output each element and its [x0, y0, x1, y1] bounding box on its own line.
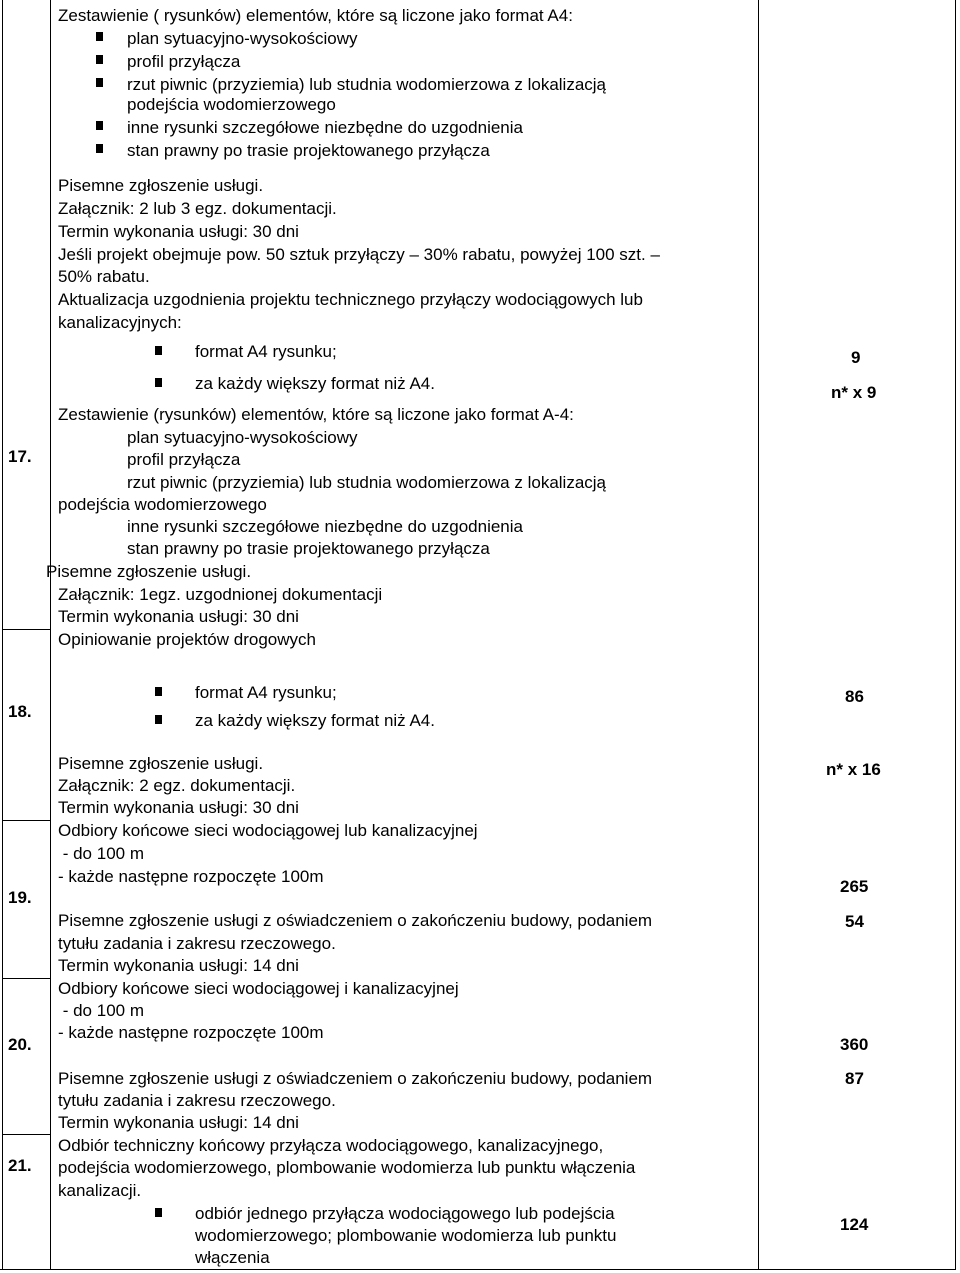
text-line: stan prawny po trasie projektowanego przyłącza	[127, 539, 490, 558]
text-line: tytułu zadania i zakresu rzeczowego.	[58, 934, 336, 953]
text-line: Zestawienie (rysunków) elementów, które są liczone jako format A-4:	[58, 405, 574, 424]
row-number: 21.	[8, 1156, 32, 1175]
text-line: stan prawny po trasie projektowanego przyłącza	[127, 141, 490, 160]
text-line: Pisemne zgłoszenie usługi.	[58, 754, 264, 773]
text-line: Pisemne zgłoszenie usługi z oświadczeniem o zakończeniu budowy, podaniem	[58, 911, 653, 930]
text-line: włączenia	[195, 1248, 270, 1267]
table-border-bottom	[0, 1269, 956, 1270]
text-line: Zestawienie ( rysunków) elementów, które są liczone jako format A4:	[58, 6, 573, 25]
bullet-icon	[96, 32, 103, 41]
text-line: inne rysunki szczegółowe niezbędne do uzgodnienia	[127, 517, 523, 536]
text-line: format A4 rysunku;	[195, 683, 337, 702]
text-line: Pisemne zgłoszenie usługi.	[46, 562, 252, 581]
price-value: 9	[851, 348, 861, 367]
price-value: n* x 16	[826, 760, 881, 779]
table-border-right	[955, 0, 956, 1270]
bullet-icon	[96, 121, 103, 130]
text-line: tytułu zadania i zakresu rzeczowego.	[58, 1091, 336, 1110]
text-line: Opiniowanie projektów drogowych	[58, 630, 316, 649]
text-line: profil przyłącza	[127, 450, 241, 469]
text-line: - każde następne rozpoczęte 100m	[58, 1023, 324, 1042]
text-line: podejścia wodomierzowego	[58, 495, 267, 514]
text-line: 50% rabatu.	[58, 267, 150, 286]
text-line: za każdy większy format niż A4.	[195, 711, 435, 730]
text-line: inne rysunki szczegółowe niezbędne do uzgodnienia	[127, 118, 523, 137]
text-line: - każde następne rozpoczęte 100m	[58, 867, 324, 886]
text-line: Termin wykonania usługi: 30 dni	[58, 607, 299, 626]
row-number: 17.	[8, 447, 32, 466]
column-divider-1	[50, 0, 51, 1270]
text-line: Odbiory końcowe sieci wodociągowej lub kanalizacyjnej	[58, 821, 478, 840]
column-divider-2	[758, 0, 759, 1270]
text-line: rzut piwnic (przyziemia) lub studnia wodomierzowa z lokalizacją	[127, 473, 607, 492]
text-line: format A4 rysunku;	[195, 342, 337, 361]
price-value: 124	[840, 1215, 869, 1234]
text-line: Termin wykonania usługi: 30 dni	[58, 222, 299, 241]
price-value: 86	[845, 687, 864, 706]
text-line: Załącznik: 2 egz. dokumentacji.	[58, 776, 296, 795]
text-line: za każdy większy format niż A4.	[195, 374, 435, 393]
text-line: plan sytuacyjno-wysokościowy	[127, 29, 358, 48]
text-line: odbiór jednego przyłącza wodociągowego lub podejścia	[195, 1204, 615, 1223]
bullet-icon	[155, 687, 162, 696]
text-line: rzut piwnic (przyziemia) lub studnia wodomierzowa z lokalizacją	[127, 75, 607, 94]
row-number: 18.	[8, 702, 32, 721]
text-line: podejścia wodomierzowego, plombowanie wodomierza lub punktu włączenia	[58, 1158, 636, 1177]
text-line: Termin wykonania usługi: 14 dni	[58, 956, 299, 975]
bullet-icon	[96, 55, 103, 64]
text-line: Odbiory końcowe sieci wodociągowej i kanalizacyjnej	[58, 979, 459, 998]
text-line: Załącznik: 2 lub 3 egz. dokumentacji.	[58, 199, 337, 218]
table-border-left	[2, 0, 3, 1270]
row-divider	[2, 1134, 50, 1135]
bullet-icon	[96, 144, 103, 153]
price-value: 54	[845, 912, 864, 931]
row-divider	[2, 629, 50, 630]
text-line: Pisemne zgłoszenie usługi z oświadczeniem o zakończeniu budowy, podaniem	[58, 1069, 653, 1088]
text-line: plan sytuacyjno-wysokościowy	[127, 428, 358, 447]
text-line: Jeśli projekt obejmuje pow. 50 sztuk przyłączy – 30% rabatu, powyżej 100 szt. –	[58, 245, 660, 264]
row-number: 20.	[8, 1035, 32, 1054]
text-line: Odbiór techniczny końcowy przyłącza wodociągowego, kanalizacyjnego,	[58, 1136, 604, 1155]
bullet-icon	[155, 715, 162, 724]
text-line: Aktualizacja uzgodnienia projektu technicznego przyłączy wodociągowych lub	[58, 290, 643, 309]
text-line: podejścia wodomierzowego	[127, 95, 336, 114]
text-line: - do 100 m	[58, 844, 144, 863]
price-value: 87	[845, 1069, 864, 1088]
text-line: kanalizacji.	[58, 1181, 142, 1200]
bullet-icon	[155, 346, 162, 355]
price-value: 265	[840, 877, 869, 896]
text-line: Termin wykonania usługi: 14 dni	[58, 1113, 299, 1132]
row-number: 19.	[8, 888, 32, 907]
text-line: wodomierzowego; plombowanie wodomierza lub punktu	[195, 1226, 617, 1245]
text-line: Pisemne zgłoszenie usługi.	[58, 176, 264, 195]
bullet-icon	[96, 78, 103, 87]
text-line: Załącznik: 1egz. uzgodnionej dokumentacji	[58, 585, 383, 604]
bullet-icon	[155, 378, 162, 387]
price-value: n* x 9	[831, 383, 877, 402]
text-line: - do 100 m	[58, 1001, 144, 1020]
text-line: profil przyłącza	[127, 52, 241, 71]
text-line: kanalizacyjnych:	[58, 313, 182, 332]
row-divider	[2, 978, 50, 979]
price-value: 360	[840, 1035, 869, 1054]
bullet-icon	[155, 1208, 162, 1217]
row-divider	[2, 820, 50, 821]
text-line: Termin wykonania usługi: 30 dni	[58, 798, 299, 817]
